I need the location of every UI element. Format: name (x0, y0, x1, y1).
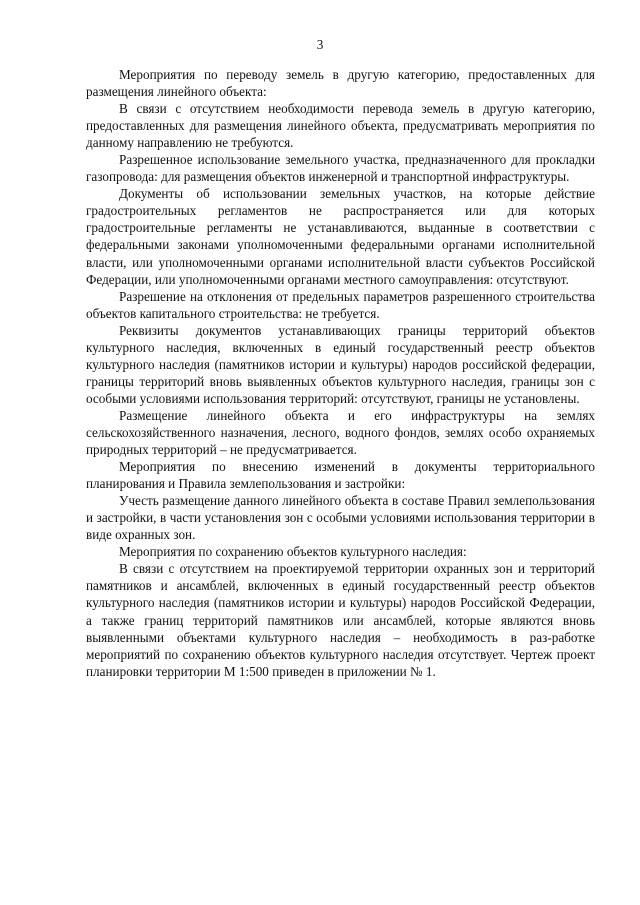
paragraph-agricultural-lands: Размещение линейного объекта и его инфраструктуры на землях сельскохозяйственного назначения, лесного, водного фондов, землях особо охраняемых природных территорий – не предусматривается. (86, 407, 595, 458)
paragraph-no-category-transfer: В связи с отсутствием необходимости перевода земель в другую категорию, предоставленных для размещения линейного объекта, предусматривать мероприятия по данному направлению не требуются. (86, 101, 595, 151)
paragraph-permitted-use: Разрешенное использование земельного участка, предназначенного для прокладки газопровода: для размещения объектов инженерной и транспортной инфраструктуры. (86, 152, 595, 185)
paragraph-heritage-measures: Мероприятия по сохранению объектов культурного наследия: (119, 544, 467, 560)
paragraph-land-category-measures: Мероприятия по переводу земель в другую категорию, предоставленных для размещения линейного объекта: (86, 67, 595, 100)
paragraph-heritage-boundaries: Реквизиты документов устанавливающих границы территорий объектов культурного наследия, включенных в единый государственный реестр объектов культурного наследия (памятников истории и культуры) народов российской федерации, границы территорий вновь выявленных объектов культурного наследия, границы зон с особыми условиями использования территорий: отсутствуют, границы не установлены. (86, 322, 595, 406)
paragraph-zoning-rules: Учесть размещение данного линейного объекта в составе Правил землепользования и застройки, в части установления зон с особыми условиями использования территории в виде охранных зон. (86, 493, 595, 543)
page-number: 3 (316, 37, 324, 52)
paragraph-deviation-permit: Разрешение на отклонения от предельных параметров разрешенного строительства объектов капитального строительства: не требуется. (86, 288, 595, 321)
document-body (86, 66, 595, 680)
paragraph-planning-changes: Мероприятия по внесению изменений в документы территориального планирования и Правила землепользования и застройки: (86, 459, 595, 492)
paragraph-land-use-documents: Документы об использовании земельных участков, на которые действие градостроительных регламентов не распространяется или для которых градостроительные регламенты не устанавливаются, выданные в соответствии с федеральными законами уполномоченными федеральными органами исполнительной власти, или уполномоченными органами исполнительной власти субъектов Российской Федерации, или уполномоченными органами местного самоуправления: отсутствуют. (86, 186, 595, 287)
paragraph-heritage-conclusion: В связи с отсутствием на проектируемой территории охранных зон и территорий памятников и ансамблей, включенных в единый государственный реестр объектов культурного наследия (памятников истории и культуры) народов Российской Федерации, а также границ территорий памятников или ансамблей, которые являются вновь выявленными объектами культурного наследия – необходимость в раз-работке мероприятий по сохранению объектов культурного наследия отсутствует. Чертеж проект планировки территории М 1:500 приведен в приложении № 1. (86, 561, 595, 679)
